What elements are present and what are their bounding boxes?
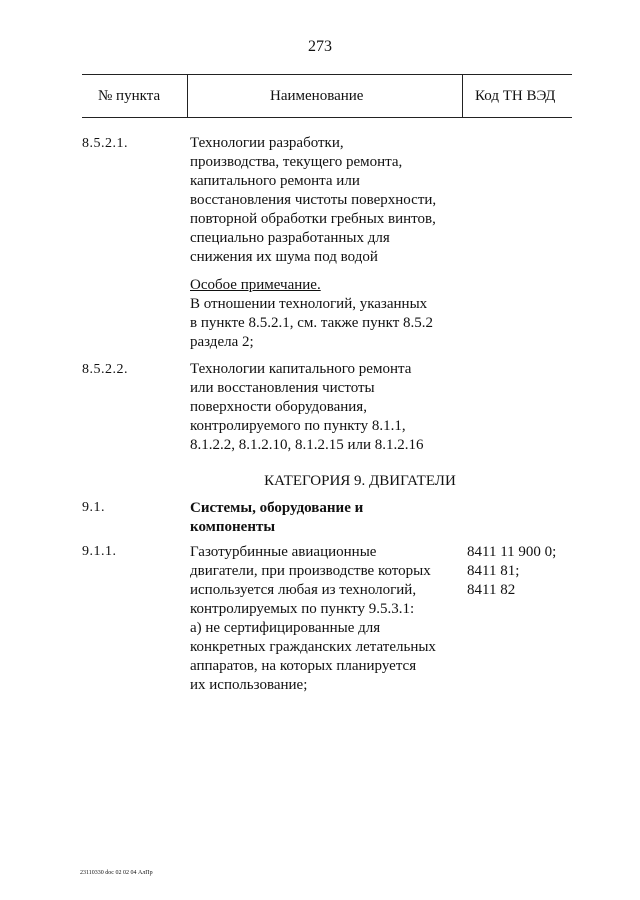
description-line: Газотурбинные авиационные: [190, 544, 377, 560]
description-line: Технологии разработки,: [190, 135, 344, 151]
note-line: В отношении технологий, указанных: [190, 296, 428, 312]
header-top-rule: [82, 74, 572, 75]
description-line: двигатели, при производстве которых: [190, 563, 431, 579]
note-line: раздела 2;: [190, 334, 254, 350]
description-line: 8.1.2.2, 8.1.2.10, 8.1.2.15 или 8.1.2.16: [190, 437, 424, 453]
item-code: 8.5.2.2.: [82, 362, 128, 377]
item-description: [190, 543, 470, 695]
header-code: Код ТН ВЭД: [475, 88, 556, 104]
item-code: 8.5.2.1.: [82, 136, 128, 151]
header-divider-2: [462, 74, 463, 118]
item-description: [190, 134, 470, 267]
description-line: поверхности оборудования,: [190, 399, 367, 415]
description-line: производства, текущего ремонта,: [190, 154, 403, 170]
special-note: [190, 276, 470, 352]
description-line: Технологии капитального ремонта: [190, 361, 412, 377]
description-line: восстановления чистоты поверхности,: [190, 192, 437, 208]
item-code: 9.1.: [82, 500, 105, 515]
header-item-number: № пункта: [98, 88, 161, 104]
item-description: [190, 360, 470, 455]
item-description: [190, 499, 470, 537]
description-line: снижения их шума под водой: [190, 249, 378, 265]
description-line: капитального ремонта или: [190, 173, 360, 189]
header-name: Наименование: [270, 88, 364, 104]
description-line: контролируемого по пункту 8.1.1,: [190, 418, 406, 434]
category-heading: КАТЕГОРИЯ 9. ДВИГАТЕЛИ: [264, 473, 456, 489]
description-line: используется любая из технологий,: [190, 582, 417, 598]
description-line: конкретных гражданских летательных: [190, 639, 436, 655]
tn-ved-code: 8411 11 900 0;: [467, 544, 557, 560]
description-line: а) не сертифицированные для: [190, 620, 381, 636]
tn-ved-codes: [467, 543, 556, 600]
tn-ved-code: 8411 82: [467, 582, 516, 598]
item-code: 9.1.1.: [82, 544, 117, 559]
description-line: контролируемых по пункту 9.5.3.1:: [190, 601, 415, 617]
description-line: Системы, оборудование и: [190, 500, 364, 516]
description-line: специально разработанных для: [190, 230, 390, 246]
description-line: компоненты: [190, 519, 276, 535]
description-line: повторной обработки гребных винтов,: [190, 211, 436, 227]
description-line: аппаратов, на которых планируется: [190, 658, 417, 674]
description-line: или восстановления чистоты: [190, 380, 375, 396]
tn-ved-code: 8411 81;: [467, 563, 520, 579]
footer-file-reference: 23110330 doc 02 02 04 АлПр: [80, 870, 153, 876]
note-title: Особое примечание.: [190, 277, 321, 293]
page-number: 273: [308, 38, 332, 55]
note-line: в пункте 8.5.2.1, см. также пункт 8.5.2: [190, 315, 434, 331]
header-bottom-rule: [82, 117, 572, 118]
description-line: их использование;: [190, 677, 308, 693]
header-divider-1: [187, 74, 188, 118]
